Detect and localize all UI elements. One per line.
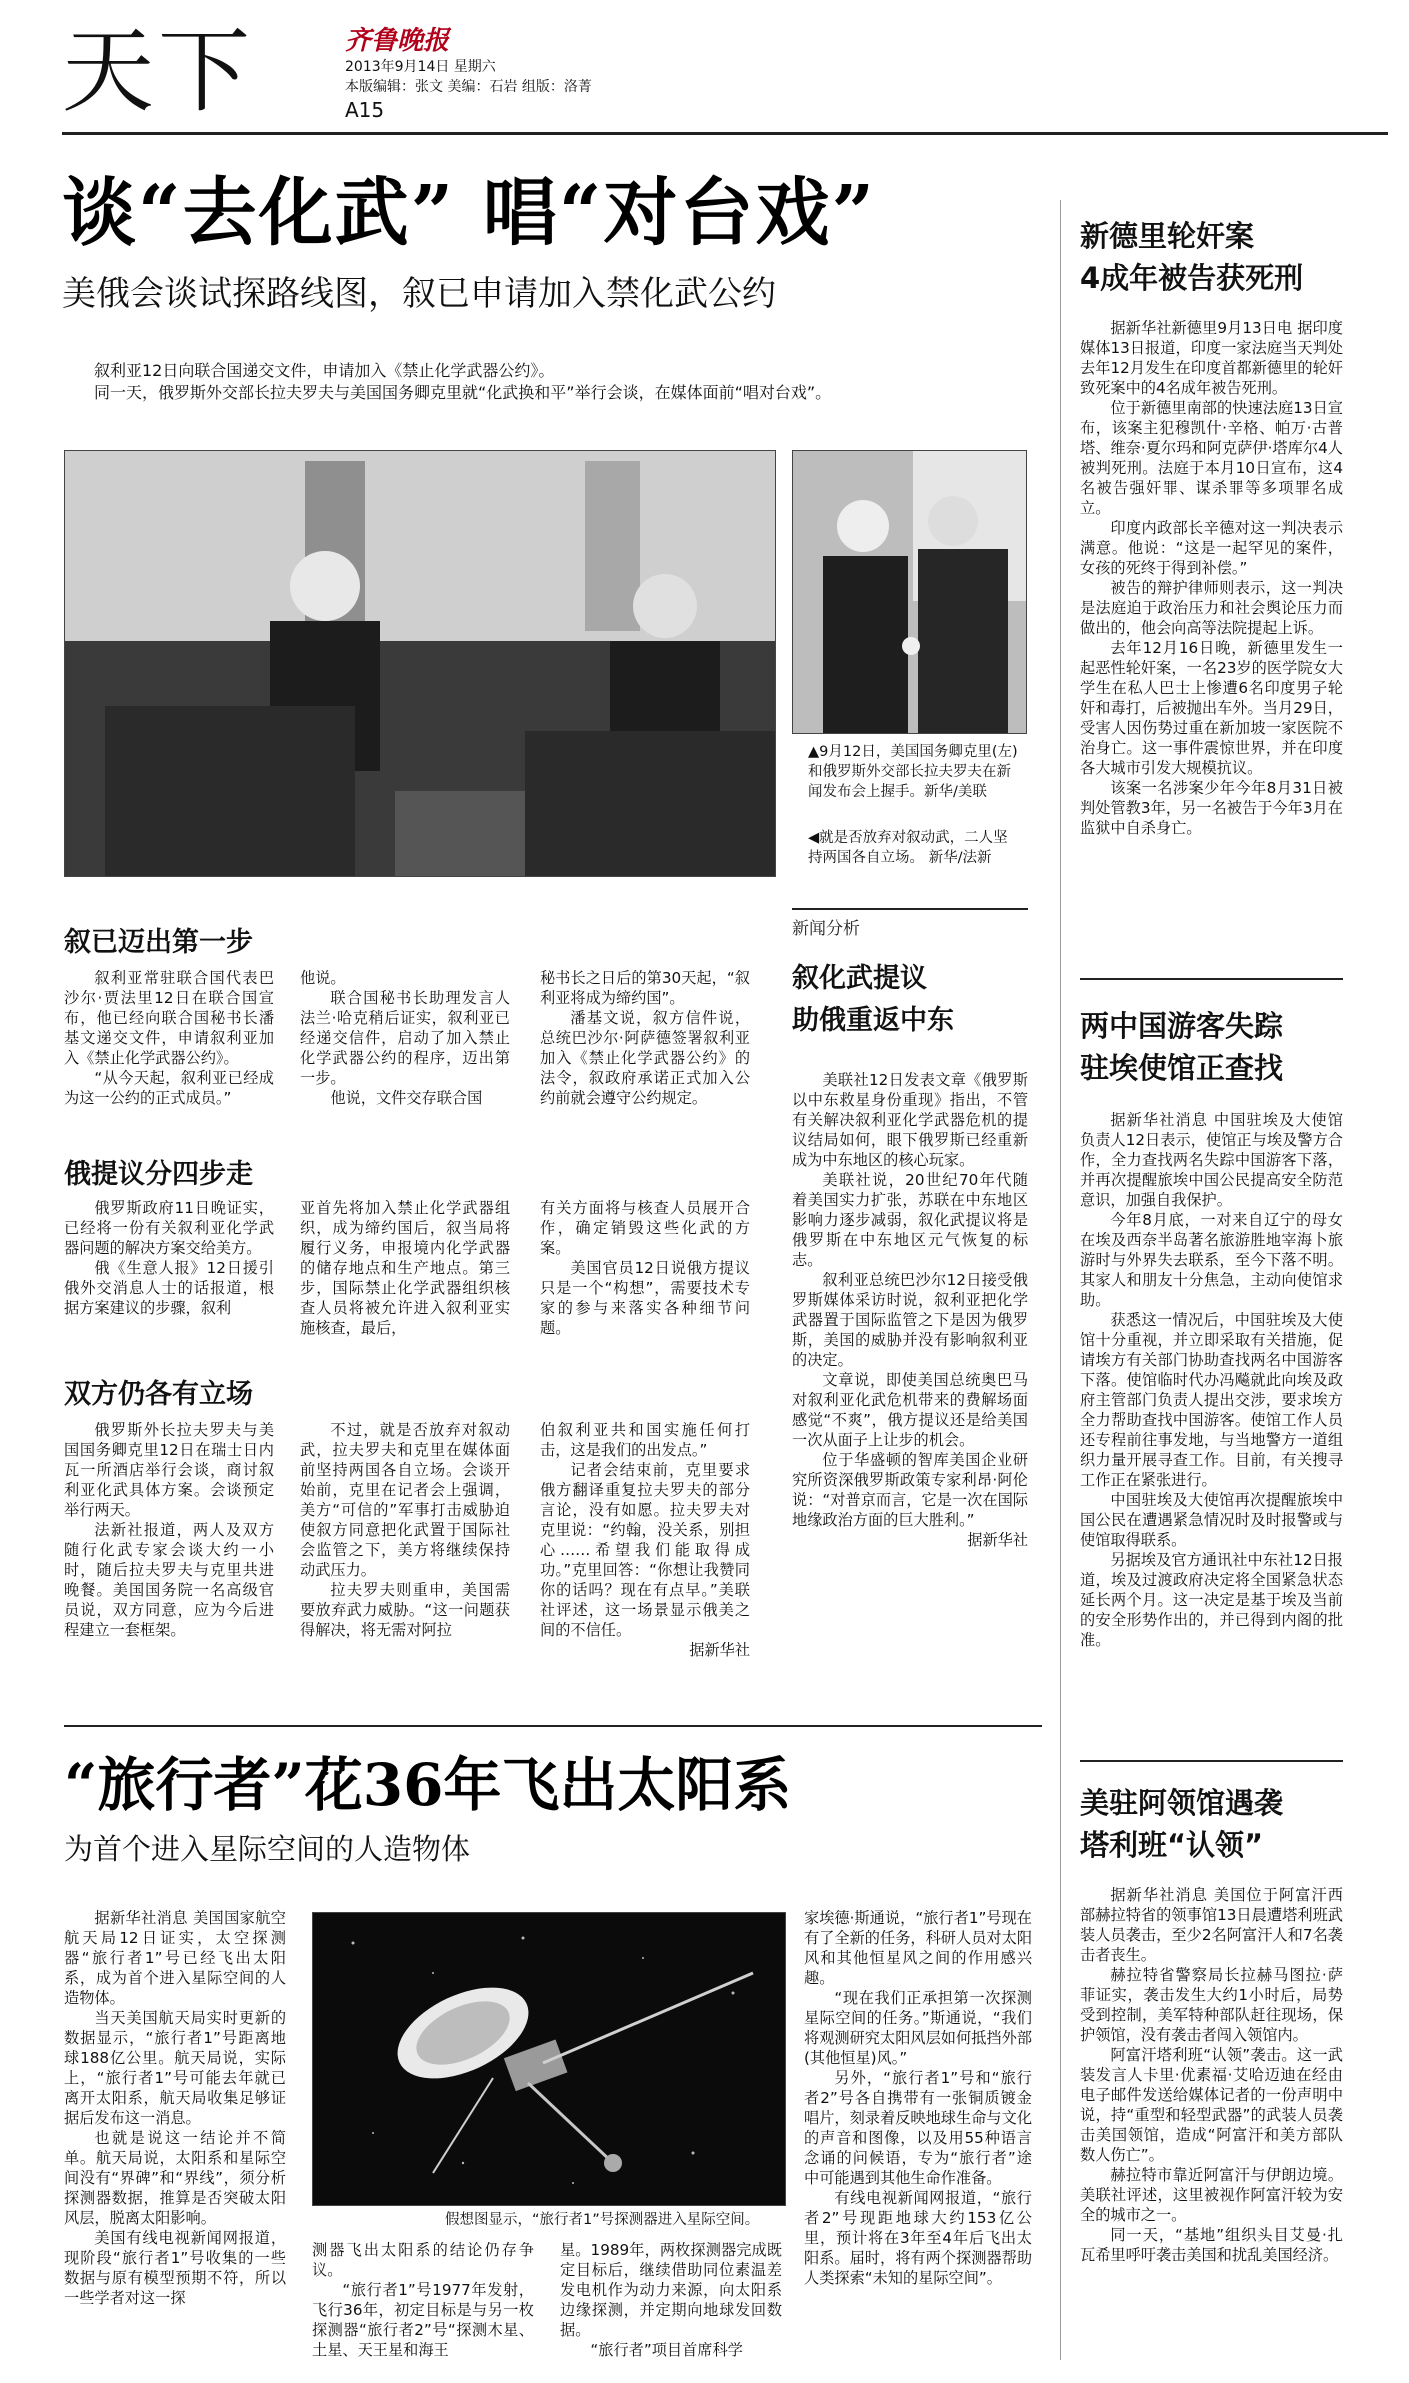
paragraph: “现在我们正承担第一次探测星际空间的任务。”斯通说，“我们将观测研究太阳风层如何抵挡外部(其他恒星)风。” bbox=[804, 1989, 1032, 2067]
section-title: 天下 bbox=[62, 18, 255, 125]
paragraph: 美联社12日发表文章《俄罗斯以中东救星身份重现》指出，不管有关解决叙利亚化学武器危机的提议结局如何，眼下俄罗斯已经重新成为中东地区的核心玩家。 bbox=[792, 1071, 1028, 1169]
paper-logo: 齐鲁晚报 bbox=[345, 26, 450, 56]
paragraph: “旅行者1”号1977年发射，飞行36年，初定目标是与另一枚探测器“旅行者2”号“探测木星、土星、天王星和海王 bbox=[312, 2281, 534, 2359]
side-story-2-body bbox=[1080, 1110, 1343, 1650]
lead-s2-col-3 bbox=[540, 1198, 750, 1338]
paragraph: 另据埃及官方通讯社中东社12日报道，埃及过渡政府决定将全国紧急状态延长两个月。这一决定是基于埃及当前的安全形势作出的，并已得到内阁的批准。 bbox=[1080, 1551, 1343, 1649]
paragraph: 家埃德·斯通说，“旅行者1”号现在有了全新的任务，科研人员对太阳风和其他恒星风之间的作用感兴趣。 bbox=[804, 1909, 1032, 1987]
paragraph: 亚首先将加入禁止化学武器组织，成为缔约国后，叙当局将履行义务，申报境内化学武器的储存地点和生产地点。第三步，国际禁止化学武器组织核查人员将被允许进入叙利亚实施核查，最后， bbox=[300, 1199, 510, 1337]
paragraph: 他说，文件交存联合国 bbox=[330, 1089, 483, 1107]
paragraph: 文章说，即使美国总统奥巴马对叙利亚化武危机带来的费解场面感觉“不爽”，俄方提议还是给美国一次从面子上让步的机会。 bbox=[792, 1371, 1028, 1449]
analysis-title-line-2: 助俄重返中东 bbox=[792, 1005, 954, 1036]
side-2-title-line-2: 驻埃使馆正查找 bbox=[1080, 1051, 1284, 1085]
editor-credits: 本版编辑：张文 美编：石岩 组版：洛菁 bbox=[345, 79, 592, 95]
voyager-probe-illustration bbox=[313, 1913, 785, 2205]
lead-s3-col-3 bbox=[540, 1420, 750, 1660]
lead-s1-col-3 bbox=[540, 968, 750, 1108]
paragraph: 据新华社消息 中国驻埃及大使馆负责人12日表示，使馆正与埃及警方合作，全力查找两名失踪中国游客下落，并再次提醒旅埃中国公民提高安全防范意识，加强自我保护。 bbox=[1080, 1111, 1343, 1209]
paragraph: 记者会结束前，克里要求俄方翻译重复拉夫罗夫的部分言论，没有如愿。拉夫罗夫对克里说：“约翰，没关系，别担心……希望我们能取得成功。”克里回答：“你想让我赞同你的话吗？现在有点早。”美联社评述，这一场景显示俄美之间的不信任。 bbox=[540, 1461, 750, 1639]
paragraph: 位于华盛顿的智库美国企业研究所资深俄罗斯政策专家利昂·阿伦说：“对普京而言，它是一次在国际地缘政治方面的巨大胜利。” bbox=[792, 1451, 1028, 1529]
paragraph: 赫拉特省警察局长拉赫马图拉·萨菲证实，袭击发生大约1小时后，局势受到控制，美军特种部队赶往现场，保护领馆，没有袭击者闯入领馆内。 bbox=[1080, 1966, 1343, 2044]
analysis-kicker bbox=[792, 908, 1028, 939]
lead-caption-1: ▲9月12日，美国国务卿克里(左)和俄罗斯外交部长拉夫罗夫在新闻发布会上握手。新华/美联 bbox=[808, 744, 1018, 800]
paragraph: 据新华社消息 美国国家航空航天局12日证实，太空探测器“旅行者1”号已经飞出太阳系，成为首个进入星际空间的人造物体。 bbox=[64, 1909, 286, 2007]
paragraph: 另外，“旅行者1”号和“旅行者2”号各自携带有一张铜质镀金唱片，刻录着反映地球生命与文化的声音和图像，以及用55种语言念诵的问候语，专为“旅行者”途中可能遇到其他生命作准备。 bbox=[804, 2069, 1032, 2187]
paragraph: “旅行者”项目首席科学 bbox=[590, 2341, 743, 2359]
paragraph: 叙利亚总统巴沙尔12日接受俄罗斯媒体采访时说，叙利亚把化学武器置于国际监管之下是因为俄罗斯，美国的威胁并没有影响叙利亚的决定。 bbox=[792, 1271, 1028, 1369]
paragraph: 联合国秘书长助理发言人法兰·哈克稍后证实，叙利亚已经递交信件，启动了加入禁止化学武器公约的程序，迈出第一步。 bbox=[300, 989, 510, 1087]
side-story-3-title bbox=[1080, 1782, 1283, 1866]
voyager-headline: “旅行者”花36年飞出太阳系 bbox=[64, 1751, 792, 1819]
paragraph: 美国有线电视新闻网报道，现阶段“旅行者1”号收集的一些数据与原有模型预期不符，所以一些学者对这一探 bbox=[64, 2229, 286, 2307]
lead-s2-col-2 bbox=[300, 1198, 510, 1338]
lead-section-1-title: 叙已迈出第一步 bbox=[64, 927, 253, 958]
paragraph: 被告的辩护律师则表示，这一判决是法庭迫于政治压力和社会舆论压力而做出的，他会向高等法院提起上诉。 bbox=[1080, 579, 1343, 637]
paragraph: 拉夫罗夫则重申，美国需要放弃武力威胁。“这一问题获得解决，将无需对阿拉 bbox=[300, 1581, 510, 1639]
kicker-label: 新闻分析 bbox=[792, 919, 860, 939]
paragraph: 他说。 bbox=[300, 969, 346, 987]
paragraph: 赫拉特市靠近阿富汗与伊朗边境。美联社评述，这里被视作阿富汗较为安全的城市之一。 bbox=[1080, 2166, 1343, 2224]
side-2-title-line-1: 两中国游客失踪 bbox=[1080, 1009, 1284, 1043]
analysis-title-line-1: 叙化武提议 bbox=[792, 963, 927, 994]
voyager-col-4 bbox=[804, 1908, 1032, 2288]
side-1-title-line-2: 4成年被告获死刑 bbox=[1080, 261, 1304, 295]
paragraph: 据新华社消息 美国位于阿富汗西部赫拉特省的领事馆13日晨遭塔利班武装人员袭击，至少2名阿富汗人和7名袭击者丧生。 bbox=[1080, 1886, 1343, 1964]
voyager-col-3 bbox=[560, 2240, 782, 2360]
voyager-illustration bbox=[312, 1912, 786, 2206]
lead-photo-podiums bbox=[64, 450, 776, 877]
lead-s2-col-1 bbox=[64, 1198, 274, 1318]
side-3-title-line-1: 美驻阿领馆遇袭 bbox=[1080, 1786, 1284, 1820]
lead-section-3-title: 双方仍各有立场 bbox=[64, 1379, 253, 1410]
lead-intro-p1: 叙利亚12日向联合国递交文件，申请加入《禁止化学武器公约》。 bbox=[94, 361, 555, 380]
paragraph: 俄罗斯政府11日晚证实，已经将一份有关叙利亚化学武器问题的解决方案交给美方。 bbox=[64, 1199, 274, 1257]
side-3-title-line-2: 塔利班“认领” bbox=[1080, 1828, 1264, 1862]
page-number: A15 bbox=[345, 98, 385, 122]
voyager-col-1 bbox=[64, 1908, 286, 2308]
paragraph: 当天美国航天局实时更新的数据显示，“旅行者1”号距离地球188亿公里。航天局说，实际上，“旅行者1”号可能去年就已离开太阳系，航天局收集足够证据后发布这一消息。 bbox=[64, 2009, 286, 2127]
paragraph: 印度内政部长辛德对这一判决表示满意。他说：“这是一起罕见的案件，女孩的死终于得到补偿。” bbox=[1080, 519, 1343, 577]
paragraph: 星。1989年，两枚探测器完成既定目标后，继续借助同位素温差发电机作为动力来源，向太阳系边缘探测，并定期向地球发回数据。 bbox=[560, 2241, 782, 2339]
voyager-top-rule bbox=[64, 1725, 1042, 1727]
paragraph: 美国官员12日说俄方提议只是一个“构想”，需要技术专家的参与来落实各种细节问题。 bbox=[540, 1259, 750, 1337]
voyager-caption: 假想图显示，“旅行者1”号探测器进入星际空间。 bbox=[445, 2212, 760, 2228]
lead-headline: 谈“去化武” 唱“对台戏” bbox=[62, 170, 877, 256]
paragraph: 潘基文说，叙方信件说，总统巴沙尔·阿萨德签署叙利亚加入《禁止化学武器公约》的法令，叙政府承诺正式加入公约前就会遵守公约规定。 bbox=[540, 1009, 750, 1107]
paragraph: “从今天起，叙利亚已经成为这一公约的正式成员。” bbox=[64, 1069, 274, 1107]
source-credit: 据新华社 bbox=[689, 1641, 750, 1659]
paragraph: 位于新德里南部的快速法庭13日宣布，该案主犯穆凯什·辛格、帕万·古普塔、维奈·夏尔玛和阿克萨伊·塔库尔4人被判死刑。法庭于本月10日宣布，这4名被告强奸罪、谋杀罪等多项罪名成立。 bbox=[1080, 399, 1343, 517]
paragraph: 今年8月底，一对来自辽宁的母女在埃及西奈半岛著名旅游胜地宰海卜旅游时与外界失去联系，至今下落不明。其家人和朋友十分焦急，主动向使馆求助。 bbox=[1080, 1211, 1343, 1309]
paragraph: 美联社说，20世纪70年代随着美国实力扩张，苏联在中东地区影响力逐步减弱，叙化武提议将是俄罗斯在中东地区元气恢复的标志。 bbox=[792, 1171, 1028, 1269]
lead-s3-col-2 bbox=[300, 1420, 510, 1640]
paragraph: 中国驻埃及大使馆再次提醒旅埃中国公民在遭遇紧急情况时及时报警或与使馆取得联系。 bbox=[1080, 1491, 1343, 1549]
paragraph: 不过，就是否放弃对叙动武，拉夫罗夫和克里在媒体面前坚持两国各自立场。会谈开始前，克里在记者会上强调，美方“可信的”军事打击威胁迫使叙方同意把化武置于国际社会监管之下，美方将继续保持动武压力。 bbox=[300, 1421, 510, 1579]
source-credit: 据新华社 bbox=[967, 1531, 1028, 1549]
lead-section-2-title: 俄提议分四步走 bbox=[64, 1159, 253, 1190]
paragraph: 据新华社新德里9月13日电 据印度媒体13日报道，印度一家法庭当天判处去年12月发生在印度首都新德里的轮奸致死案中的4名成年被告死刑。 bbox=[1080, 319, 1343, 397]
paragraph: 俄《生意人报》12日援引俄外交消息人士的话报道，根据方案建议的步骤，叙利 bbox=[64, 1259, 274, 1317]
podium-scene-illustration bbox=[65, 451, 775, 876]
column-divider bbox=[1060, 200, 1061, 2360]
lead-intro-p2: 同一天，俄罗斯外交部长拉夫罗夫与美国国务卿克里就“化武换和平”举行会谈，在媒体面前“唱对台戏”。 bbox=[94, 383, 832, 402]
paragraph: 俄罗斯外长拉夫罗夫与美国国务卿克里12日在瑞士日内瓦一所酒店举行会谈，商讨叙利亚化武具体方案。会谈预定举行两天。 bbox=[64, 1421, 274, 1519]
side-story-1-body bbox=[1080, 318, 1343, 838]
paragraph: 有线电视新闻网报道，“旅行者2”号现距地球大约153亿公里，预计将在3年至4年后飞出太阳系。届时，将有两个探测器帮助人类探索“未知的星际空间”。 bbox=[804, 2189, 1032, 2287]
paragraph: 秘书长之日后的第30天起，“叙利亚将成为缔约国”。 bbox=[540, 969, 750, 1007]
side-story-3-body bbox=[1080, 1885, 1343, 2265]
lead-s3-col-1 bbox=[64, 1420, 274, 1640]
paragraph: 阿富汗塔利班“认领”袭击。这一武装发言人卡里·优素福·艾哈迈迪在经由电子邮件发送给媒体记者的一份声明中说，持“重型和轻型武器”的武装人员袭击美国领馆，造成“阿富汗和美方部队数人伤亡”。 bbox=[1080, 2046, 1343, 2164]
analysis-body bbox=[792, 1070, 1028, 1550]
lead-s1-col-1 bbox=[64, 968, 274, 1108]
side-story-2-title bbox=[1080, 1005, 1283, 1089]
lead-subhead: 美俄会谈试探路线图，叙已申请加入禁化武公约 bbox=[62, 274, 776, 314]
issue-date: 2013年9月14日 星期六 bbox=[345, 59, 496, 75]
voyager-col-2 bbox=[312, 2240, 534, 2360]
side-separator-2 bbox=[1080, 1760, 1343, 1762]
paragraph: 也就是说这一结论并不简单。航天局说，太阳系和星际空间没有“界碑”和“界线”，须分析探测器数据，推算是否突破太阳风层，脱离太阳影响。 bbox=[64, 2129, 286, 2227]
analysis-title bbox=[792, 958, 954, 1042]
side-story-1-title bbox=[1080, 215, 1303, 299]
side-1-title-line-1: 新德里轮奸案 bbox=[1080, 219, 1255, 253]
lead-intro bbox=[62, 360, 1062, 404]
paragraph: 该案一名涉案少年今年8月31日被判处管教3年，另一名被告于今年3月在监狱中自杀身亡。 bbox=[1080, 779, 1343, 837]
masthead-rule bbox=[62, 132, 1388, 135]
paragraph: 同一天，“基地”组织头目艾曼·扎瓦希里呼吁袭击美国和扰乱美国经济。 bbox=[1080, 2226, 1343, 2264]
lead-caption-2: ◀就是否放弃对叙动武，二人坚持两国各自立场。 新华/法新 bbox=[808, 830, 1008, 866]
paragraph: 获悉这一情况后，中国驻埃及大使馆十分重视，并立即采取有关措施，促请埃方有关部门协助查找两名中国游客下落。使馆临时代办冯飚就此向埃及政府主管部门负责人提出交涉，要求埃方全力帮助查找中国游客。使馆工作人员还专程前往事发地，与当地警方一道组织力量开展寻查工作。目前，有关搜寻工作正在紧张进行。 bbox=[1080, 1311, 1343, 1489]
paragraph: 有关方面将与核查人员展开合作，确定销毁这些化武的方案。 bbox=[540, 1199, 750, 1257]
paragraph: 测器飞出太阳系的结论仍存争议。 bbox=[312, 2241, 534, 2279]
handshake-illustration bbox=[793, 451, 1026, 733]
side-separator-1 bbox=[1080, 978, 1343, 980]
lead-photo-handshake bbox=[792, 450, 1027, 734]
voyager-subhead: 为首个进入星际空间的人造物体 bbox=[64, 1832, 471, 1866]
paragraph: 叙利亚常驻联合国代表巴沙尔·贾法里12日在联合国宣布，他已经向联合国秘书长潘基文递交文件，申请叙利亚加入《禁止化学武器公约》。 bbox=[64, 969, 274, 1067]
lead-s1-col-2 bbox=[300, 968, 510, 1108]
paragraph: 法新社报道，两人及双方随行化武专家会谈大约一小时，随后拉夫罗夫与克里共进晚餐。美国国务院一名高级官员说，双方同意，应为今后进程建立一套框架。 bbox=[64, 1521, 274, 1639]
paragraph: 去年12月16日晚，新德里发生一起恶性轮奸案，一名23岁的医学院女大学生在私人巴士上惨遭6名印度男子轮奸和毒打，后被抛出车外。当月29日，受害人因伤势过重在新加坡一家医院不治身亡。这一事件震惊世界，并在印度各大城市引发大规模抗议。 bbox=[1080, 639, 1343, 777]
paragraph: 伯叙利亚共和国实施任何打击，这是我们的出发点。” bbox=[540, 1421, 750, 1459]
